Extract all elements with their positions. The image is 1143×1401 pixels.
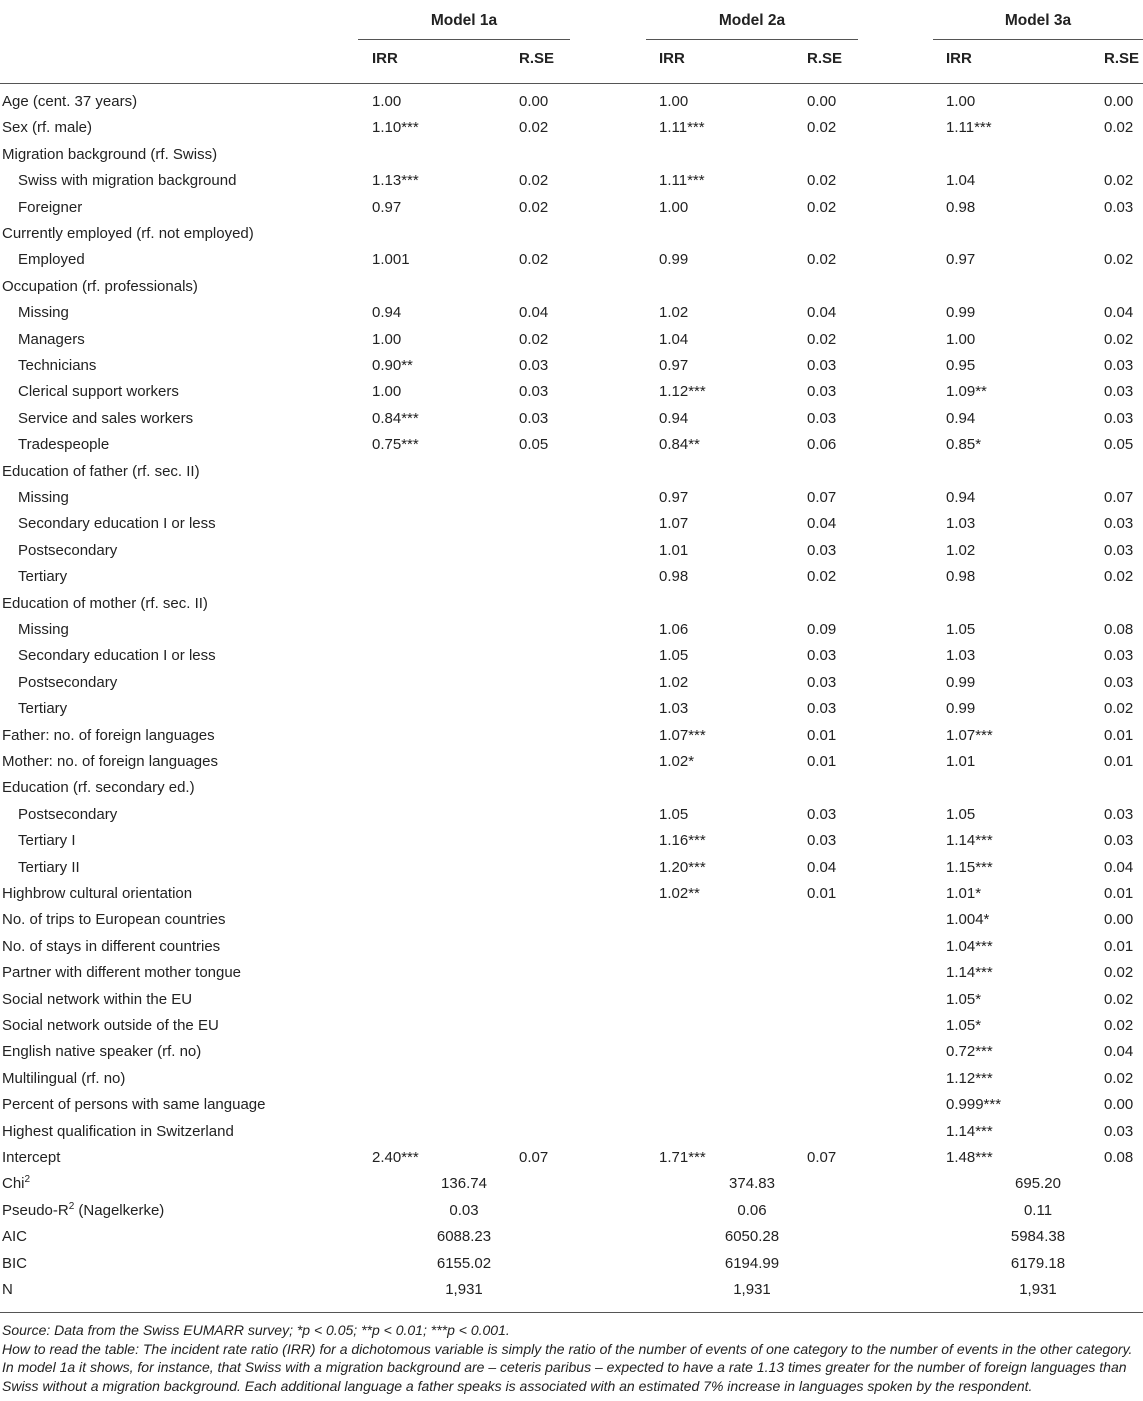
irr-cell: 1.05 [659, 805, 689, 823]
table-row [0, 146, 1143, 172]
rse-cell: 0.03 [519, 357, 549, 374]
rse-cell: 0.02 [1104, 1069, 1134, 1087]
row-label: Occupation (rf. professionals) [2, 277, 198, 295]
table-row [0, 436, 1143, 462]
irr-cell: 1.00 [372, 383, 402, 401]
irr-cell: 1.05* [946, 1017, 982, 1034]
table-notes [2, 1321, 1142, 1395]
stat-label-suffix: (Nagelkerke) [74, 1201, 165, 1219]
row-label: Age (cent. 37 years) [2, 93, 138, 110]
irr-cell: 1.02* [659, 753, 695, 770]
rse-cell: 0.03 [1104, 409, 1134, 427]
rse-cell: 0.02 [519, 119, 549, 137]
irr-cell: 1.004* [946, 911, 990, 929]
rse-cell: 0.04 [1104, 858, 1134, 876]
stat-row [0, 1281, 1143, 1307]
irr-cell: 1.03 [946, 647, 976, 665]
row-label: Postsecondary [18, 541, 118, 559]
stat-label-text: AIC [2, 1228, 28, 1246]
model-1a-header: Model 1a [430, 12, 498, 29]
header-rule [0, 83, 1143, 84]
irr-cell: 0.84*** [372, 409, 419, 427]
stat-value: 6050.28 [724, 1228, 780, 1246]
model-1a-rse-header: R.SE [519, 50, 555, 67]
rse-cell: 0.04 [807, 515, 837, 533]
rse-cell: 0.03 [807, 647, 837, 665]
rse-cell: 0.02 [1104, 1017, 1134, 1034]
irr-cell: 0.90** [372, 357, 413, 374]
irr-cell: 1.02 [946, 541, 976, 559]
table-row [0, 885, 1143, 911]
table-row [0, 779, 1143, 805]
row-label: Intercept [2, 1149, 61, 1166]
irr-cell: 1.16*** [659, 832, 706, 850]
row-label: Service and sales workers [18, 409, 194, 427]
rse-cell: 0.03 [1104, 805, 1134, 823]
rse-cell: 0.03 [807, 541, 837, 559]
irr-cell: 1.02** [659, 885, 700, 902]
table-row [0, 1123, 1143, 1149]
table-row [0, 727, 1143, 753]
table-row [0, 938, 1143, 964]
irr-cell: 0.97 [946, 251, 976, 269]
rse-cell: 0.03 [807, 673, 837, 691]
rse-cell: 0.02 [1104, 990, 1134, 1008]
rse-cell: 0.03 [1104, 673, 1134, 691]
rse-cell: 0.08 [1104, 621, 1134, 638]
stat-label-text: BIC [2, 1254, 28, 1272]
table-row [0, 410, 1143, 436]
irr-cell: 1.04 [946, 172, 976, 190]
rse-cell: 0.03 [807, 357, 837, 374]
table-row [0, 1070, 1143, 1096]
rse-cell: 0.03 [1104, 383, 1134, 401]
rse-cell: 0.02 [519, 251, 549, 269]
rse-cell: 0.03 [1104, 1122, 1134, 1140]
irr-cell: 1.05 [659, 647, 689, 665]
irr-cell: 0.97 [372, 198, 402, 216]
rse-cell: 0.05 [1104, 436, 1134, 454]
irr-cell: 1.03 [946, 515, 976, 533]
rse-cell: 0.09 [807, 621, 837, 638]
stat-value: 1,931 [1019, 1281, 1057, 1298]
table-row [0, 172, 1143, 198]
stat-value: 6194.99 [724, 1254, 780, 1272]
rse-cell: 0.03 [807, 805, 837, 823]
table-row [0, 463, 1143, 489]
irr-cell: 1.05* [946, 990, 982, 1008]
model-3a-header: Model 3a [1004, 12, 1072, 29]
stat-label-text: Chi [2, 1175, 25, 1193]
stat-value: 136.74 [441, 1175, 487, 1193]
source-note: Source: Data from the Swiss EUMARR survey; *p < 0.05; **p < 0.01; ***p < 0.001. [2, 1322, 510, 1338]
stat-value: 374.83 [729, 1175, 775, 1193]
row-label: Employed [18, 251, 85, 269]
irr-cell: 1.01* [946, 885, 982, 902]
stat-label [2, 1175, 30, 1192]
irr-cell: 1.03 [659, 700, 689, 718]
stat-row [0, 1255, 1143, 1281]
irr-cell: 1.07*** [946, 726, 993, 744]
table-row [0, 700, 1143, 726]
irr-cell: 0.99 [946, 673, 976, 691]
stat-value: 0.03 [449, 1201, 479, 1219]
rse-cell: 0.04 [1104, 1043, 1134, 1061]
irr-cell: 1.00 [946, 93, 976, 110]
row-label: Managers [18, 330, 85, 348]
irr-cell: 0.72*** [946, 1043, 993, 1061]
rse-cell: 0.01 [807, 726, 837, 744]
stat-label-text: N [2, 1281, 13, 1298]
rse-cell: 0.00 [1104, 1096, 1134, 1114]
row-label: Migration background (rf. Swiss) [2, 145, 218, 163]
model-2a-irr-header: IRR [659, 50, 685, 67]
row-label: Tertiary I [18, 832, 76, 850]
stat-label-superscript: 2 [24, 1174, 31, 1186]
table-row [0, 251, 1143, 277]
irr-cell: 0.99 [946, 700, 976, 718]
stat-value: 0.06 [737, 1201, 767, 1219]
row-label: Missing [18, 304, 69, 322]
stat-label [2, 1228, 27, 1245]
table-row [0, 1149, 1143, 1175]
stat-value: 6155.02 [436, 1254, 492, 1272]
irr-cell: 1.14*** [946, 1122, 993, 1140]
rse-cell: 0.00 [807, 93, 837, 110]
model-3a-rse-header: R.SE [1104, 50, 1140, 67]
rse-cell: 0.07 [1104, 489, 1134, 506]
rse-cell: 0.04 [807, 858, 837, 876]
table-row [0, 859, 1143, 885]
rse-cell: 0.02 [519, 198, 549, 216]
rse-cell: 0.08 [1104, 1149, 1134, 1166]
rse-cell: 0.02 [1104, 700, 1134, 718]
table-row [0, 383, 1143, 409]
irr-cell: 1.04 [659, 330, 689, 348]
row-label: Tradespeople [18, 436, 110, 454]
table-row [0, 806, 1143, 832]
table-row [0, 515, 1143, 541]
table-row [0, 595, 1143, 621]
rse-cell: 0.03 [519, 383, 549, 401]
irr-cell: 1.02 [659, 304, 689, 322]
table-row [0, 964, 1143, 990]
irr-cell: 1.001 [372, 251, 410, 269]
stat-label [2, 1202, 164, 1219]
irr-cell: 0.99 [659, 251, 689, 269]
how-to-read-note: How to read the table: The incident rate ratio (IRR) for a dichotomous variable is simply the ratio of the number of events of one category to the number of events in the other category. In model 1a it shows, for instance, that Swiss with a migration background are – ceteris paribus – expected to have a rate 1.13 times greater for the number of foreign languages than Swiss without a migration background. Each additional language a father speaks is associated with an estimated 7% increase in languages spoken by the respondent. [2, 1340, 1133, 1394]
row-label: Missing [18, 489, 69, 506]
rse-cell: 0.02 [807, 568, 837, 586]
row-label: Missing [18, 621, 69, 638]
irr-cell: 1.00 [659, 198, 689, 216]
table-row [0, 753, 1143, 779]
table-row [0, 199, 1143, 225]
rse-cell: 0.01 [1104, 726, 1134, 744]
rse-cell: 0.03 [1104, 198, 1134, 216]
row-label: Education of mother (rf. sec. II) [2, 594, 208, 612]
irr-cell: 0.98 [659, 568, 689, 586]
irr-cell: 0.84** [659, 436, 700, 454]
table-row [0, 542, 1143, 568]
stat-value: 695.20 [1015, 1175, 1061, 1193]
stat-label [2, 1281, 13, 1298]
rse-cell: 0.04 [519, 304, 549, 322]
rse-cell: 0.03 [1104, 832, 1134, 850]
row-label: Tertiary II [18, 858, 80, 876]
rse-cell: 0.04 [807, 304, 837, 322]
row-label: Highbrow cultural orientation [2, 885, 193, 902]
irr-cell: 1.02 [659, 673, 689, 691]
rse-cell: 0.02 [1104, 172, 1134, 190]
stat-value: 1,931 [445, 1281, 483, 1298]
table-row [0, 991, 1143, 1017]
row-label: Father: no. of foreign languages [2, 726, 215, 744]
stat-label-text: Pseudo-R [2, 1201, 69, 1219]
row-label: No. of trips to European countries [2, 911, 226, 929]
irr-cell: 0.99 [946, 304, 976, 322]
table-row [0, 911, 1143, 937]
table-row [0, 278, 1143, 304]
row-label: No. of stays in different countries [2, 937, 221, 955]
stat-value: 6088.23 [436, 1228, 492, 1246]
irr-cell: 1.11*** [659, 172, 705, 190]
rse-cell: 0.03 [807, 832, 837, 850]
irr-cell: 1.14*** [946, 964, 993, 982]
row-label: Currently employed (rf. not employed) [2, 225, 254, 242]
row-label: Secondary education I or less [18, 515, 216, 533]
row-label: Tertiary [18, 700, 68, 718]
stat-row [0, 1175, 1143, 1201]
irr-cell: 0.94 [946, 409, 976, 427]
model-2a-header: Model 2a [718, 12, 786, 29]
rse-cell: 0.02 [1104, 964, 1134, 982]
irr-cell: 1.12*** [659, 383, 706, 401]
table-row [0, 674, 1143, 700]
rse-cell: 0.02 [1104, 568, 1134, 586]
rse-cell: 0.02 [1104, 330, 1134, 348]
irr-cell: 1.10*** [372, 119, 419, 137]
row-label: English native speaker (rf. no) [2, 1043, 202, 1061]
rse-cell: 0.03 [807, 383, 837, 401]
rse-cell: 0.02 [807, 251, 837, 269]
irr-cell: 1.71*** [659, 1149, 706, 1166]
table-row [0, 647, 1143, 673]
rse-cell: 0.02 [519, 330, 549, 348]
row-label: Multilingual (rf. no) [2, 1069, 126, 1087]
rse-cell: 0.04 [1104, 304, 1134, 322]
row-label: Clerical support workers [18, 383, 179, 401]
irr-cell: 0.97 [659, 489, 689, 506]
rse-cell: 0.01 [807, 885, 837, 902]
irr-cell: 1.07*** [659, 726, 706, 744]
irr-cell: 2.40*** [372, 1149, 419, 1166]
irr-cell: 1.04*** [946, 937, 993, 955]
rse-cell: 0.01 [1104, 753, 1134, 770]
rse-cell: 0.03 [1104, 647, 1134, 665]
table-row [0, 568, 1143, 594]
rse-cell: 0.05 [519, 436, 549, 454]
row-label: Postsecondary [18, 673, 118, 691]
rse-cell: 0.02 [807, 172, 837, 190]
stat-value: 5984.38 [1010, 1228, 1066, 1246]
model-1a-underline [358, 39, 570, 40]
rse-cell: 0.00 [1104, 911, 1134, 929]
rse-cell: 0.03 [519, 409, 549, 427]
rse-cell: 0.03 [1104, 357, 1134, 374]
irr-cell: 1.20*** [659, 858, 706, 876]
irr-cell: 1.01 [946, 753, 976, 770]
stat-label-superscript: 2 [68, 1200, 75, 1212]
rse-cell: 0.07 [807, 489, 837, 506]
bottom-rule [0, 1312, 1143, 1313]
row-label: Partner with different mother tongue [2, 964, 242, 982]
rse-cell: 0.02 [1104, 251, 1134, 269]
table-row [0, 1096, 1143, 1122]
irr-cell: 0.75*** [372, 436, 419, 454]
model-1a-irr-header: IRR [372, 50, 398, 67]
rse-cell: 0.03 [807, 700, 837, 718]
stat-row [0, 1228, 1143, 1254]
rse-cell: 0.03 [1104, 541, 1134, 559]
rse-cell: 0.02 [807, 330, 837, 348]
rse-cell: 0.02 [807, 119, 837, 137]
row-label: Highest qualification in Switzerland [2, 1122, 234, 1140]
irr-cell: 0.97 [659, 357, 689, 374]
irr-cell: 1.11*** [946, 119, 992, 137]
irr-cell: 0.95 [946, 357, 976, 374]
irr-cell: 1.15*** [946, 858, 993, 876]
irr-cell: 1.00 [372, 330, 402, 348]
irr-cell: 1.00 [372, 93, 402, 110]
row-label: Education (rf. secondary ed.) [2, 779, 195, 797]
irr-cell: 1.13*** [372, 172, 419, 190]
irr-cell: 0.999*** [946, 1096, 1002, 1114]
model-2a-rse-header: R.SE [807, 50, 843, 67]
irr-cell: 1.07 [659, 515, 689, 533]
irr-cell: 0.94 [659, 409, 689, 427]
table-row [0, 1017, 1143, 1043]
table-row [0, 357, 1143, 383]
irr-cell: 1.05 [946, 805, 976, 823]
row-label: Postsecondary [18, 805, 118, 823]
rse-cell: 0.06 [807, 436, 837, 454]
table-row [0, 489, 1143, 515]
irr-cell: 1.05 [946, 621, 976, 638]
rse-cell: 0.07 [519, 1149, 549, 1166]
irr-cell: 0.98 [946, 568, 976, 586]
model-3a-irr-header: IRR [946, 50, 972, 67]
rse-cell: 0.03 [1104, 515, 1134, 533]
rse-cell: 0.01 [807, 753, 837, 770]
row-label: Technicians [18, 357, 97, 374]
row-label: Secondary education I or less [18, 647, 216, 665]
model-3a-underline [933, 39, 1143, 40]
rse-cell: 0.01 [1104, 937, 1134, 955]
stat-row [0, 1202, 1143, 1228]
irr-cell: 1.12*** [946, 1069, 993, 1087]
rse-cell: 0.01 [1104, 885, 1134, 902]
table-row [0, 225, 1143, 251]
row-label: Mother: no. of foreign languages [2, 753, 218, 770]
irr-cell: 1.48*** [946, 1149, 993, 1166]
irr-cell: 1.06 [659, 621, 689, 638]
rse-cell: 0.00 [519, 93, 549, 110]
table-row [0, 304, 1143, 330]
irr-cell: 0.85* [946, 436, 982, 454]
table-row [0, 621, 1143, 647]
row-label: Education of father (rf. sec. II) [2, 462, 200, 480]
irr-cell: 1.00 [946, 330, 976, 348]
irr-cell: 1.00 [659, 93, 689, 110]
irr-cell: 0.94 [946, 489, 976, 506]
row-label: Sex (rf. male) [2, 119, 93, 137]
stat-label [2, 1255, 27, 1272]
table-row [0, 93, 1143, 119]
irr-cell: 0.98 [946, 198, 976, 216]
rse-cell: 0.00 [1104, 93, 1134, 110]
table-row [0, 832, 1143, 858]
stat-value: 1,931 [733, 1281, 771, 1298]
row-label: Foreigner [18, 198, 83, 216]
row-label: Swiss with migration background [18, 172, 237, 190]
stat-value: 0.11 [1023, 1201, 1053, 1219]
row-label: Social network outside of the EU [2, 1017, 219, 1034]
table-row [0, 331, 1143, 357]
table-row [0, 119, 1143, 145]
irr-cell: 1.01 [659, 541, 689, 559]
irr-cell: 1.14*** [946, 832, 993, 850]
model-2a-underline [646, 39, 858, 40]
row-label: Social network within the EU [2, 990, 193, 1008]
rse-cell: 0.02 [807, 198, 837, 216]
irr-cell: 0.94 [372, 304, 402, 322]
rse-cell: 0.02 [519, 172, 549, 190]
irr-cell: 1.11*** [659, 119, 705, 137]
irr-cell: 1.09** [946, 383, 987, 401]
rse-cell: 0.07 [807, 1149, 837, 1166]
row-label: Tertiary [18, 568, 68, 586]
row-label: Percent of persons with same language [2, 1096, 266, 1114]
rse-cell: 0.03 [807, 409, 837, 427]
table-row [0, 1043, 1143, 1069]
stat-value: 6179.18 [1010, 1254, 1066, 1272]
rse-cell: 0.02 [1104, 119, 1134, 137]
